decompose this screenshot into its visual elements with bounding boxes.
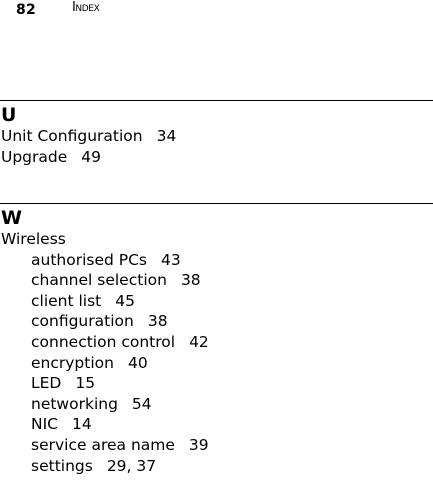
index-subentry [31, 311, 433, 332]
page-number: 82 [16, 2, 36, 18]
index-term: Wireless [1, 230, 66, 248]
page-reference: 39 [188, 435, 209, 454]
index-term: encryption [31, 353, 114, 372]
index-subentry [31, 291, 433, 312]
index-term: Upgrade [1, 147, 68, 166]
page-reference: 29, 37 [106, 456, 157, 475]
page-reference: 54 [131, 394, 152, 413]
section-letter: U [1, 104, 17, 126]
index-entry [1, 126, 433, 147]
page-reference: 45 [115, 291, 135, 310]
index-term: NIC [31, 415, 58, 434]
section-letter: W [1, 207, 22, 229]
index-subentry [31, 250, 433, 271]
index-subentry [31, 270, 433, 291]
page-reference: 40 [127, 353, 148, 372]
index-subentry [31, 353, 433, 374]
section-divider [0, 203, 433, 204]
index-term: service area name [31, 435, 175, 454]
page-reference: 15 [75, 374, 96, 393]
index-term: channel selection [31, 271, 167, 290]
index-section-w [0, 203, 433, 476]
section-divider [0, 100, 433, 101]
running-head: Index [72, 0, 100, 15]
index-subentry [31, 435, 433, 456]
page-reference: 43 [161, 250, 181, 269]
index-term: settings [31, 456, 93, 475]
index-term: networking [31, 394, 118, 413]
page-reference: 42 [189, 332, 209, 351]
page-reference: 38 [147, 312, 168, 331]
index-term: configuration [31, 312, 134, 331]
index-term: LED [31, 374, 62, 393]
index-entry [1, 229, 433, 250]
index-subentry [31, 332, 433, 353]
page-reference: 14 [72, 415, 92, 434]
index-term: authorised PCs [31, 250, 148, 269]
page-header [16, 0, 100, 19]
index-entry [1, 147, 433, 168]
index-subentry [31, 456, 433, 477]
page-reference: 38 [180, 271, 201, 290]
index-section-u [0, 100, 433, 167]
index-term: Unit Configuration [1, 127, 143, 145]
index-subentry [31, 394, 433, 415]
page-reference: 49 [81, 147, 102, 166]
index-term: client list [31, 291, 102, 310]
index-subentry [31, 373, 433, 394]
index-term: connection control [31, 332, 176, 351]
page-reference: 34 [156, 127, 177, 145]
index-subentry [31, 414, 433, 435]
